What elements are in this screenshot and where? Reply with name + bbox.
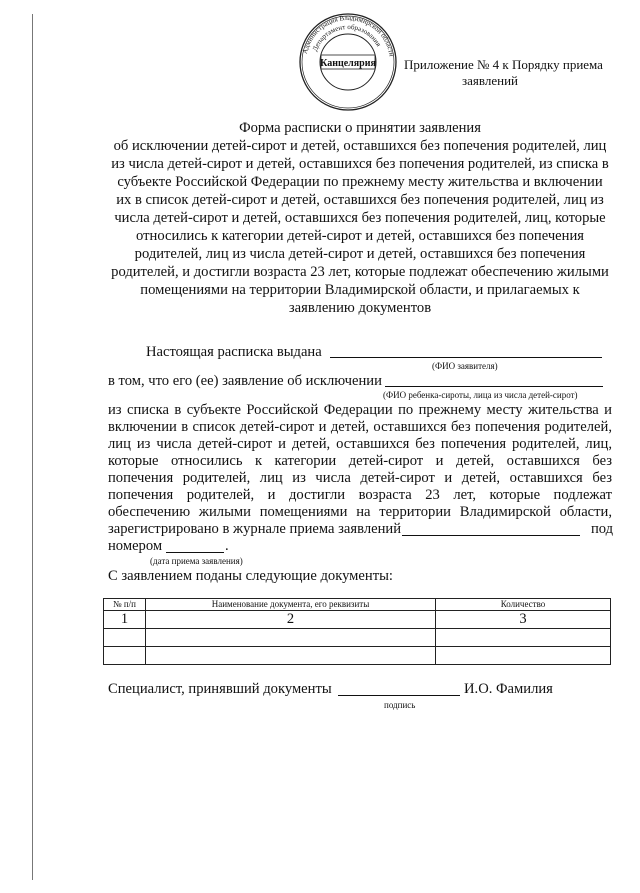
table-cell[interactable]	[104, 629, 146, 647]
child-name-field[interactable]	[385, 373, 603, 387]
documents-heading: С заявлением поданы следующие документы:	[108, 568, 393, 584]
registered-tail: под	[591, 521, 614, 537]
appendix-line-1: Приложение № 4 к Порядку приема	[404, 57, 603, 72]
period: .	[225, 538, 229, 554]
title-line: об исключении детей-сирот и детей, оставшихся без попечения родителей, лиц	[113, 138, 607, 154]
table-cell: 2	[146, 611, 436, 629]
signature-label: Специалист, принявший документы	[108, 681, 332, 697]
issued-label: Настоящая расписка выдана	[146, 344, 322, 360]
table-cell[interactable]	[146, 647, 436, 665]
header-cell: Наименование документа, его реквизиты	[146, 599, 436, 611]
body-line: включении в список детей-сирот и детей, оставшихся без попечения родителей,	[108, 419, 612, 435]
office-stamp	[298, 12, 398, 112]
table-row	[104, 647, 611, 665]
svg-text:Администрация Владимирской обл: Администрация Владимирской области	[300, 13, 396, 58]
title-line: Форма расписки о принятии заявления	[239, 120, 481, 136]
header-cell: Количество	[436, 599, 611, 611]
table-cell[interactable]	[146, 629, 436, 647]
title-line: их в список детей-сирот и детей, оставшихся без попечения родителей, лиц из	[116, 192, 604, 208]
documents-table	[103, 598, 611, 665]
body-line: лиц из числа детей-сирот и детей, оставшихся без попечения родителей, лиц,	[108, 436, 612, 452]
scan-margin-line	[32, 14, 33, 880]
title-line: относились к категории детей-сирот и детей, оставшихся без попечения	[136, 228, 584, 244]
title-line: родителей, лиц из числа детей-сирот и детей, оставшихся без попечения	[134, 246, 586, 262]
title-line: субъекте Российской Федерации по прежнему месту жительства и включении	[117, 174, 603, 190]
table-cell: 3	[436, 611, 611, 629]
svg-text:Канцелярия: Канцелярия	[320, 58, 376, 69]
exclusion-label: в том, что его (ее) заявление об исключении	[108, 373, 382, 389]
body-line: из списка в субъекте Российской Федерации по прежнему месту жительства и	[108, 402, 612, 418]
child-caption: (ФИО ребенка-сироты, лица из числа детей-сирот)	[383, 390, 578, 400]
title-line: числа детей-сирот и детей, оставшихся без попечения родителей, лиц, которые	[114, 210, 606, 226]
title-line: из числа детей-сирот и детей, оставшихся без попечения родителей, из списка в	[111, 156, 609, 172]
title-line: заявлению документов	[288, 300, 432, 316]
table-row	[104, 629, 611, 647]
number-label: номером	[108, 538, 163, 554]
header-cell: № п/п	[104, 599, 146, 611]
svg-text:Департамент образования: Департамент образования	[310, 22, 383, 53]
applicant-name-field[interactable]	[330, 344, 602, 358]
table-cell[interactable]	[436, 629, 611, 647]
table-row	[104, 611, 611, 629]
table-cell: 1	[104, 611, 146, 629]
number-field[interactable]	[166, 539, 224, 553]
table-header-row	[104, 599, 611, 611]
title-line: помещениями на территории Владимирской области, и прилагаемых к	[140, 282, 580, 298]
body-line: обеспечению жилыми помещениями на территории Владимирской области,	[108, 504, 612, 520]
date-caption: (дата приема заявления)	[150, 556, 243, 566]
registered-label: зарегистрировано в журнале приема заявлений	[108, 521, 402, 537]
appendix-line-2: заявлений	[462, 73, 518, 88]
signature-field[interactable]	[338, 682, 460, 696]
signature-caption: подпись	[384, 700, 416, 710]
body-line: попечения родителей, лиц из числа детей-сирот и детей, оставшихся без	[108, 470, 612, 486]
body-line: попечения родителей, и достигли возраста 23 лет, которые подлежат	[108, 487, 612, 503]
signer-name: И.О. Фамилия	[464, 681, 553, 697]
journal-field[interactable]	[402, 522, 580, 536]
applicant-caption: (ФИО заявителя)	[432, 361, 498, 371]
body-line: которые относились к категории детей-сирот и детей, оставшихся без	[108, 453, 612, 469]
table-cell[interactable]	[436, 647, 611, 665]
table-cell[interactable]	[104, 647, 146, 665]
title-line: родителей, и достигли возраста 23 лет, которые подлежат обеспечению жилыми	[111, 264, 609, 280]
